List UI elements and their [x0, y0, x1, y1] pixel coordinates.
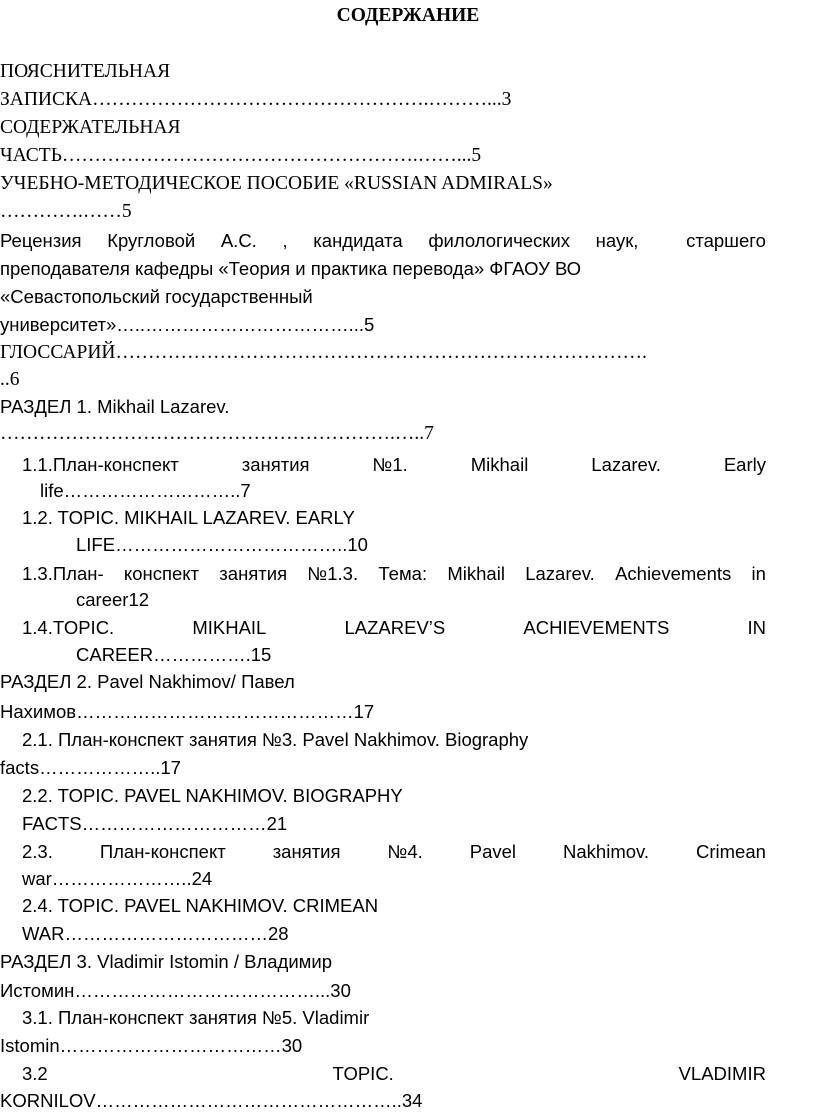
word: 1.1.План-конспект	[22, 454, 179, 475]
toc-line: WAR……………………………28	[22, 923, 289, 944]
word: TOPIC.	[332, 1063, 394, 1084]
toc-line-justified	[0, 228, 766, 254]
word: 1.4.TOPIC.	[22, 617, 115, 638]
word: филологических	[428, 230, 570, 251]
toc-line: 2.1. План-конспект занятия №3. Pavel Nakhimov. Biography	[22, 729, 529, 750]
toc-line: РАЗДЕЛ 2. Pavel Nakhimov/ Павел	[0, 671, 295, 692]
toc-line-justified	[22, 1061, 766, 1087]
toc-line: 3.1. План-конспект занятия №5. Vladimir	[22, 1007, 370, 1028]
word: занятия	[241, 454, 310, 475]
toc-line: УЧЕБНО-МЕТОДИЧЕСКОЕ ПОСОБИЕ «RUSSIAN ADMIRALS»	[0, 173, 553, 194]
word: занятия	[272, 841, 341, 862]
toc-line: ГЛОССАРИЙ……………………………………………………………………….	[0, 342, 647, 363]
word: Nakhimov.	[563, 841, 650, 862]
word: №1.3.	[307, 563, 359, 584]
word: LAZAREV’S	[344, 617, 446, 638]
toc-line-justified	[22, 452, 766, 478]
word: ACHIEVEMENTS	[523, 617, 670, 638]
toc-line-justified	[22, 839, 766, 865]
word: наук,	[595, 230, 639, 251]
word: №1.	[372, 454, 408, 475]
word: Lazarev.	[525, 563, 595, 584]
toc-line: war…………………..24	[22, 868, 213, 889]
toc-line: FACTS…………………………21	[22, 813, 288, 834]
word: Рецензия	[0, 230, 82, 251]
toc-line: ………….……5	[0, 201, 132, 222]
toc-line: CAREER…………….15	[76, 644, 272, 665]
toc-line: ПОЯСНИТЕЛЬНАЯ	[0, 61, 171, 82]
toc-line: 2.4. TOPIC. PAVEL NAKHIMOV. CRIMEAN	[22, 895, 379, 916]
word: конспект	[123, 563, 200, 584]
word: VLADIMIR	[678, 1063, 766, 1084]
word: Pavel	[469, 841, 517, 862]
toc-line: facts………………..17	[0, 757, 181, 778]
toc-line: LIFE………………………………..10	[76, 534, 368, 555]
word: Mikhail	[470, 454, 529, 475]
toc-line: СОДЕРЖАТЕЛЬНАЯ	[0, 117, 181, 138]
word: №4.	[387, 841, 423, 862]
word: План-конспект	[99, 841, 226, 862]
toc-line: университет»…..……………………………...5	[0, 314, 375, 335]
toc-line: 2.2. TOPIC. PAVEL NAKHIMOV. BIOGRAPHY	[22, 785, 403, 806]
toc-line: РАЗДЕЛ 3. Vladimir Istomin / Владимир	[0, 951, 333, 972]
toc-line-justified	[22, 561, 766, 587]
word: А.С.	[220, 230, 257, 251]
toc-line: career12	[76, 589, 150, 610]
word: MIKHAIL	[192, 617, 267, 638]
toc-line: KORNILOV…………………………………………..34	[0, 1090, 423, 1111]
toc-line: …………………………………………………….…..7	[0, 423, 434, 444]
toc-line: Истомин…………………………………...30	[0, 980, 351, 1001]
word: 1.3.План-	[22, 563, 104, 584]
toc-line: преподавателя кафедры «Теория и практика перевода» ФГАОУ ВО	[0, 258, 582, 279]
toc-line: Istomin………………………………30	[0, 1035, 303, 1056]
word: Lazarev.	[591, 454, 661, 475]
word: ,	[282, 230, 288, 251]
toc-line: Нахимов………………………………………17	[0, 701, 375, 722]
word: in	[751, 563, 766, 584]
toc-line: РАЗДЕЛ 1. Mikhail Lazarev.	[0, 396, 230, 417]
word: занятия	[219, 563, 288, 584]
toc-line: ЧАСТЬ……………………………………………….……...5	[0, 145, 482, 166]
word: Early	[723, 454, 766, 475]
word: 3.2	[22, 1063, 48, 1084]
word: старшего	[686, 230, 766, 251]
word: Тема:	[378, 563, 428, 584]
word: Кругловой	[107, 230, 196, 251]
toc-line: 1.2. TOPIC. MIKHAIL LAZAREV. EARLY	[22, 507, 355, 528]
toc-line: life………………………..7	[40, 480, 251, 501]
word: IN	[747, 617, 766, 638]
word: Crimean	[696, 841, 766, 862]
word: кандидата	[313, 230, 403, 251]
toc-line-justified	[22, 615, 766, 641]
word: Achievements	[615, 563, 732, 584]
toc-line: ..6	[0, 369, 20, 390]
word: Mikhail	[447, 563, 505, 584]
page-title: СОДЕРЖАНИЕ	[336, 5, 480, 26]
word: 2.3.	[22, 841, 53, 862]
toc-line: «Севастопольский государственный	[0, 286, 313, 307]
toc-line: ЗАПИСКА…………………………………………….………...3	[0, 89, 512, 110]
